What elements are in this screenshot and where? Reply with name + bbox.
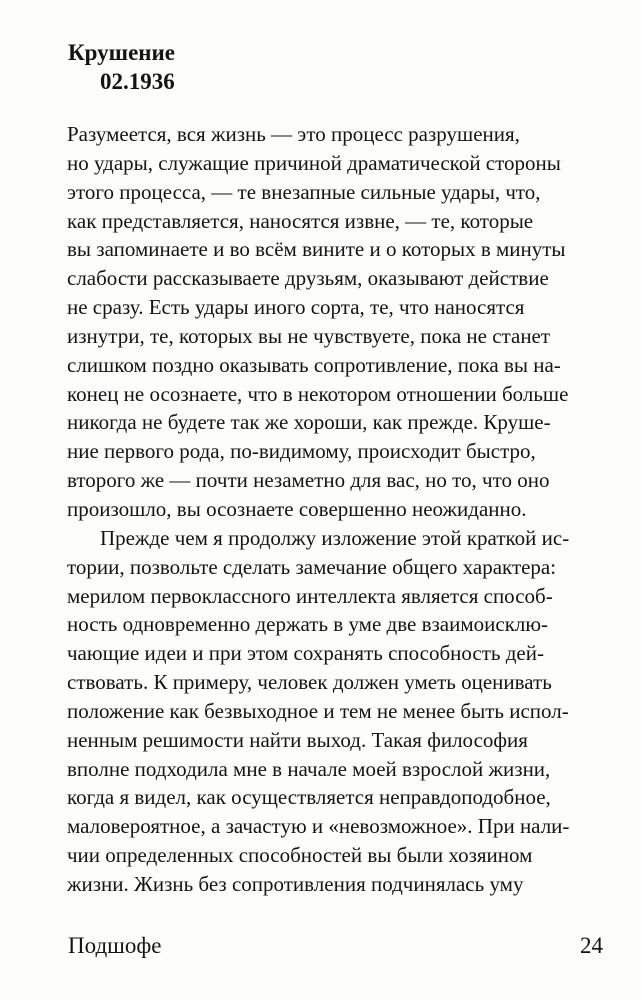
text-line: второго же — почти незаметно для вас, но то, что оно <box>67 468 550 493</box>
text-line: Разумеется, вся жизнь — это процесс разрушения, <box>67 122 520 146</box>
text-line: мерилом первоклассного интеллекта является способ- <box>67 583 553 608</box>
text-line: ность одновременно держать в уме две взаимоисклю- <box>67 612 549 637</box>
text-line: но удары, служащие причиной драматической стороны <box>67 150 561 175</box>
running-footer-title: Подшофе <box>68 933 162 958</box>
text-line: не сразу. Есть удары иного сорта, те, что наносятся <box>67 295 525 320</box>
text-line: изнутри, те, которых вы не чувствуете, пока не станет <box>67 323 551 348</box>
paragraph-first-line: Прежде чем я продолжу изложение этой краткой ис- <box>100 525 570 550</box>
text-line: ствовать. К примеру, человек должен уметь оценивать <box>67 670 552 695</box>
text-line: произошло, вы осознаете совершенно неожиданно. <box>67 496 527 521</box>
text-line: этого процесса, — те внезапные сильные удары, что, <box>67 179 541 204</box>
text-line: вполне подходила мне в начале моей взрослой жизни, <box>67 756 551 781</box>
text-line: маловероятное, а зачастую и «невозможное». При нали- <box>67 814 570 839</box>
text-line: вы запоминаете и во всём вините и о которых в минуты <box>67 237 566 262</box>
text-line: когда я видел, как осуществляется неправдоподобное, <box>67 785 551 810</box>
text-line: ние первого рода, по-видимому, происходит быстро, <box>67 439 536 464</box>
body-text <box>67 120 607 899</box>
text-line: слабости рассказываете друзьям, оказывают действие <box>67 266 549 291</box>
text-line: никогда не будете так же хороши, как прежде. Круше- <box>67 410 551 435</box>
text-line: положение как безвыходное и тем не менее быть испол- <box>67 698 569 723</box>
text-line: чии определенных способностей вы были хозяином <box>67 843 533 868</box>
text-line: чающие идеи и при этом сохранять способность дей- <box>67 641 544 666</box>
text-line: как представляется, наносятся извне, — те, которые <box>67 208 534 233</box>
text-line: слишком поздно оказывать сопротивление, пока вы на- <box>67 352 561 377</box>
text-line: жизни. Жизнь без сопротивления подчинялась уму <box>67 871 524 896</box>
chapter-title: Крушение <box>68 40 176 65</box>
chapter-heading <box>68 38 175 96</box>
page-number: 24 <box>580 933 603 958</box>
text-line: ненным решимости найти выход. Такая философия <box>67 727 528 752</box>
text-line: тории, позвольте сделать замечание общего характера: <box>67 554 557 579</box>
text-line: конец не осознаете, что в некотором отношении больше <box>67 381 569 406</box>
chapter-date: 02.1936 <box>100 69 175 94</box>
